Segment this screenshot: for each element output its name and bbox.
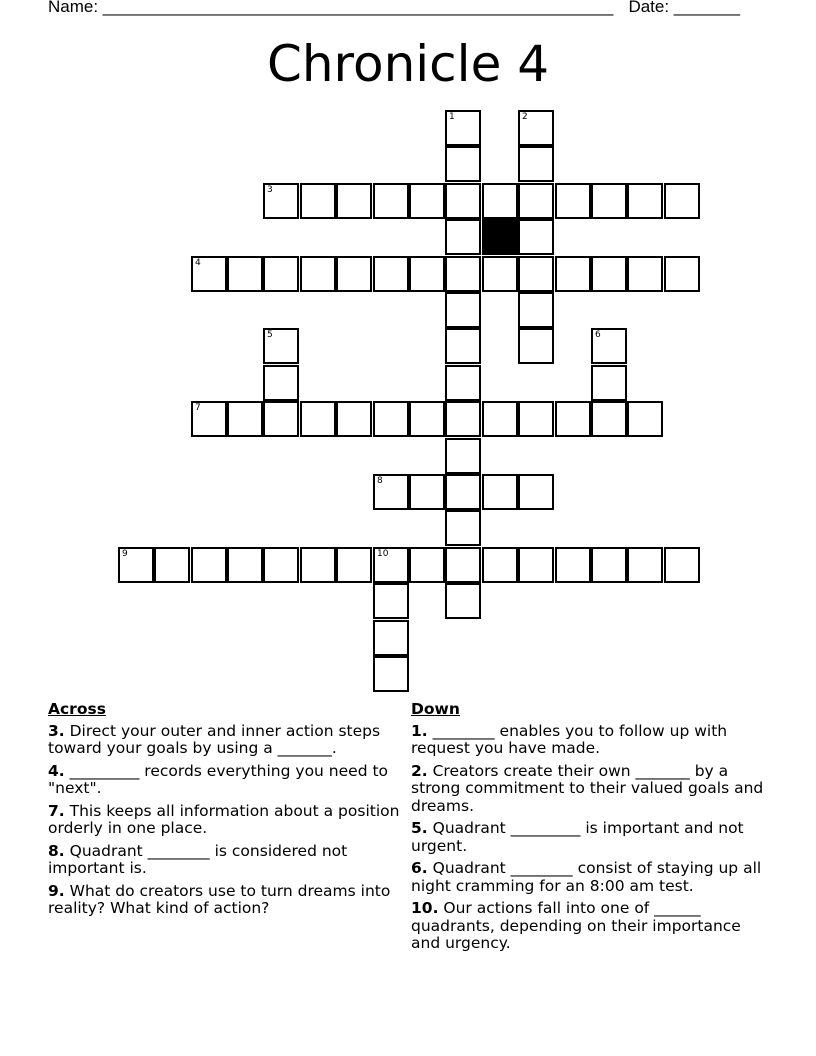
clue-down-10 <box>411 900 771 953</box>
crossword-cell[interactable] <box>445 328 481 364</box>
crossword-cell[interactable] <box>445 365 481 401</box>
clue-text: Quadrant _________ is important and not urgent. <box>411 819 744 855</box>
crossword-cell[interactable] <box>627 401 663 437</box>
crossword-cell[interactable] <box>591 547 627 583</box>
crossword-cell[interactable] <box>627 256 663 292</box>
clue-text: Our actions fall into one of ______ quadrants, depending on their importance and urgency. <box>411 899 741 952</box>
crossword-cell[interactable] <box>445 146 481 182</box>
crossword-cell[interactable] <box>373 656 409 692</box>
down-clues <box>411 701 771 958</box>
clue-across-7 <box>48 803 404 838</box>
crossword-cell[interactable] <box>445 219 481 255</box>
crossword-cell[interactable] <box>300 256 336 292</box>
crossword-cell[interactable] <box>518 401 554 437</box>
clue-down-6 <box>411 860 771 895</box>
crossword-cell[interactable] <box>555 401 591 437</box>
crossword-cell[interactable] <box>409 547 445 583</box>
crossword-cell[interactable] <box>336 256 372 292</box>
clue-text: Quadrant ________ consist of staying up all night cramming for an 8:00 am test. <box>411 859 762 895</box>
cell-number: 9 <box>122 549 128 559</box>
clue-across-4 <box>48 763 404 798</box>
crossword-cell[interactable] <box>373 620 409 656</box>
clue-text: Creators create their own _______ by a strong commitment to their valued goals and dreams. <box>411 761 764 815</box>
crossword-cell[interactable] <box>482 183 518 219</box>
clue-number: 4. <box>48 761 65 780</box>
crossword-cell[interactable] <box>373 474 409 510</box>
crossword-cell[interactable] <box>664 256 700 292</box>
crossword-cell[interactable] <box>591 365 627 401</box>
crossword-cell[interactable] <box>482 474 518 510</box>
crossword-cell[interactable] <box>300 401 336 437</box>
crossword-cell[interactable] <box>300 547 336 583</box>
cell-number: 8 <box>377 476 383 486</box>
name-field[interactable]: Name: ______________________________________________________ <box>48 0 614 16</box>
crossword-cell[interactable] <box>336 183 372 219</box>
crossword-cell[interactable] <box>336 547 372 583</box>
across-clues <box>48 701 404 923</box>
crossword-black-cell <box>482 219 518 255</box>
crossword-cell[interactable] <box>263 328 299 364</box>
clue-number: 9. <box>48 881 65 900</box>
crossword-cell[interactable] <box>627 183 663 219</box>
clue-number: 7. <box>48 801 65 820</box>
crossword-cell[interactable] <box>191 401 227 437</box>
clue-text: This keeps all information about a position orderly in one place. <box>48 801 400 837</box>
crossword-cell[interactable] <box>445 256 481 292</box>
crossword-cell[interactable] <box>482 256 518 292</box>
clue-number: 8. <box>48 841 65 860</box>
clue-text: Direct your outer and inner action steps toward your goals by using a _______. <box>48 721 381 757</box>
clue-down-5 <box>411 820 771 855</box>
cell-number: 5 <box>267 330 273 340</box>
crossword-cell[interactable] <box>518 110 554 146</box>
cell-number: 7 <box>195 403 201 413</box>
crossword-cell[interactable] <box>591 328 627 364</box>
crossword-cell[interactable] <box>191 547 227 583</box>
cell-number: 2 <box>522 112 528 122</box>
clue-text: ________ enables you to follow up with request you have made. <box>411 721 728 757</box>
cell-number: 1 <box>449 112 455 122</box>
crossword-cell[interactable] <box>518 474 554 510</box>
crossword-cell[interactable] <box>409 183 445 219</box>
clue-down-2 <box>411 763 771 816</box>
crossword-cell[interactable] <box>445 547 481 583</box>
crossword-cell[interactable] <box>445 438 481 474</box>
clue-across-8 <box>48 843 404 878</box>
crossword-cell[interactable] <box>154 547 190 583</box>
clue-across-9 <box>48 883 404 918</box>
crossword-cell[interactable] <box>518 219 554 255</box>
crossword-cell[interactable] <box>445 183 481 219</box>
crossword-cell[interactable] <box>409 474 445 510</box>
crossword-cell[interactable] <box>373 256 409 292</box>
clue-down-1 <box>411 723 771 758</box>
clue-text: _________ records everything you need to "next". <box>48 761 389 797</box>
crossword-cell[interactable] <box>591 401 627 437</box>
crossword-cell[interactable] <box>445 510 481 546</box>
crossword-cell[interactable] <box>482 547 518 583</box>
crossword-cell[interactable] <box>518 146 554 182</box>
crossword-cell[interactable] <box>482 401 518 437</box>
cell-number: 6 <box>595 330 601 340</box>
page-title: Chronicle 4 <box>266 35 550 93</box>
crossword-cell[interactable] <box>445 110 481 146</box>
crossword-cell[interactable] <box>591 183 627 219</box>
crossword-cell[interactable] <box>518 547 554 583</box>
crossword-cell[interactable] <box>373 583 409 619</box>
across-heading: Across <box>48 700 106 718</box>
crossword-cell[interactable] <box>591 256 627 292</box>
crossword-cell[interactable] <box>555 256 591 292</box>
crossword-cell[interactable] <box>227 547 263 583</box>
crossword-cell[interactable] <box>445 401 481 437</box>
clue-text: What do creators use to turn dreams into reality? What kind of action? <box>48 881 391 917</box>
crossword-cell[interactable] <box>300 183 336 219</box>
crossword-cell[interactable] <box>373 547 409 583</box>
crossword-cell[interactable] <box>373 401 409 437</box>
crossword-cell[interactable] <box>409 401 445 437</box>
crossword-cell[interactable] <box>555 183 591 219</box>
crossword-cell[interactable] <box>518 183 554 219</box>
cell-number: 4 <box>195 258 201 268</box>
crossword-cell[interactable] <box>227 256 263 292</box>
clue-number: 1. <box>411 721 428 740</box>
cell-number: 3 <box>267 185 273 195</box>
down-heading: Down <box>411 700 460 718</box>
crossword-cell[interactable] <box>191 256 227 292</box>
crossword-cell[interactable] <box>118 547 154 583</box>
clue-number: 5. <box>411 819 428 837</box>
crossword-cell[interactable] <box>263 183 299 219</box>
crossword-cell[interactable] <box>664 183 700 219</box>
clue-number: 2. <box>411 761 428 780</box>
crossword-cell[interactable] <box>518 328 554 364</box>
clue-across-3 <box>48 723 404 758</box>
crossword-cell[interactable] <box>263 547 299 583</box>
crossword-cell[interactable] <box>336 401 372 437</box>
crossword-cell[interactable] <box>445 292 481 328</box>
crossword-cell[interactable] <box>445 583 481 619</box>
crossword-cell[interactable] <box>227 401 263 437</box>
clue-text: Quadrant ________ is considered not important is. <box>48 841 348 877</box>
crossword-cell[interactable] <box>518 292 554 328</box>
clue-number: 3. <box>48 721 65 740</box>
crossword-cell[interactable] <box>263 365 299 401</box>
crossword-cell[interactable] <box>664 547 700 583</box>
crossword-cell[interactable] <box>555 547 591 583</box>
clue-number: 6. <box>411 859 428 877</box>
crossword-cell[interactable] <box>373 183 409 219</box>
cell-number: 10 <box>377 549 389 559</box>
crossword-cell[interactable] <box>409 256 445 292</box>
crossword-cell[interactable] <box>263 256 299 292</box>
crossword-cell[interactable] <box>445 474 481 510</box>
crossword-cell[interactable] <box>263 401 299 437</box>
crossword-cell[interactable] <box>518 256 554 292</box>
clue-number: 10. <box>411 899 439 917</box>
crossword-cell[interactable] <box>627 547 663 583</box>
date-field[interactable]: Date: _______ <box>628 0 740 16</box>
